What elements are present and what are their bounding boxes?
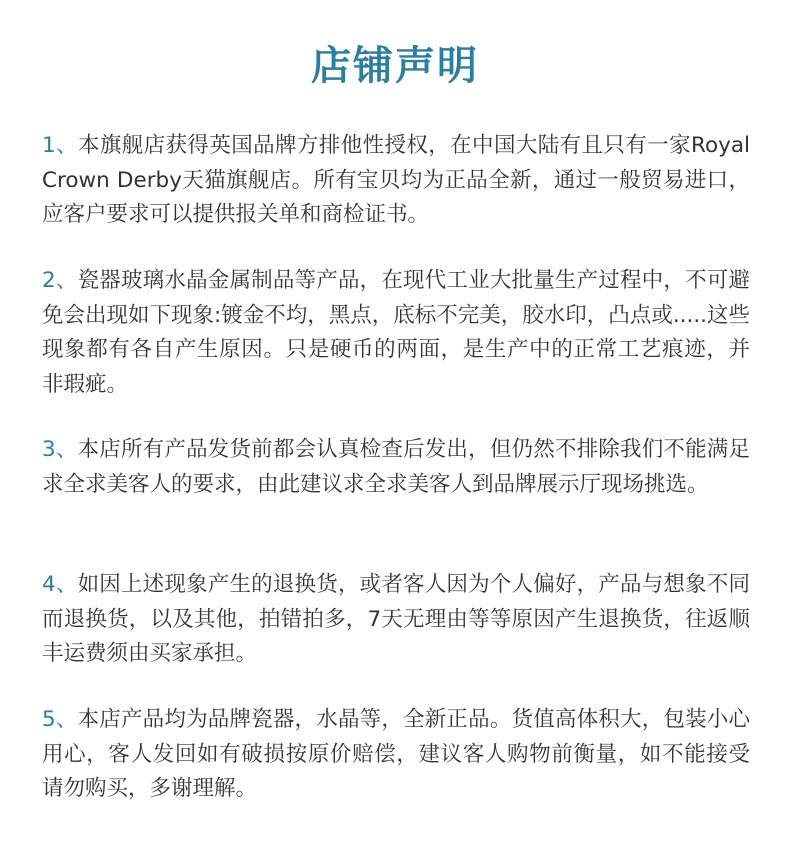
clause-4: [42, 568, 750, 672]
clause-1: [42, 129, 750, 233]
clause-2: [42, 264, 750, 402]
clause-text: 瓷器玻璃水晶金属制品等产品，在现代工业大批量生产过程中，不可避免会出现如下现象:镀金不均，黑点，底标不完美，胶水印，凸点或.....这些现象都有各自产生原因。只是硬币的两面，是生产中的正常工艺痕迹，并非瑕疵。: [42, 268, 750, 397]
clause-number: 1、: [42, 133, 78, 158]
clause-number: 5、: [42, 707, 78, 732]
clause-5: [42, 703, 750, 807]
clause-number: 3、: [42, 437, 78, 462]
page-title: 店铺声明: [311, 43, 479, 89]
clause-3: [42, 433, 750, 502]
clause-text: 本店产品均为品牌瓷器，水晶等，全新正品。货值高体积大，包装小心用心，客人发回如有破损按原价赔偿，建议客人购物前衡量，如不能接受请勿购买，多谢理解。: [42, 707, 750, 801]
clause-text: 本旗舰店获得英国品牌方排他性授权，在中国大陆有且只有一家Royal Crown Derby天猫旗舰店。所有宝贝均为正品全新，通过一般贸易进口，应客户要求可以提供报关单和商检证书。: [42, 133, 750, 227]
clause-number: 2、: [42, 268, 78, 293]
clause-number: 4、: [42, 572, 78, 597]
clause-text: 本店所有产品发货前都会认真检查后发出，但仍然不排除我们不能满足求全求美客人的要求，由此建议求全求美客人到品牌展示厅现场挑选。: [42, 437, 750, 497]
clause-text: 如因上述现象产生的退换货，或者客人因为个人偏好，产品与想象不同而退换货，以及其他，拍错拍多，7天无理由等等原因产生退换货，往返顺丰运费须由买家承担。: [42, 572, 750, 666]
